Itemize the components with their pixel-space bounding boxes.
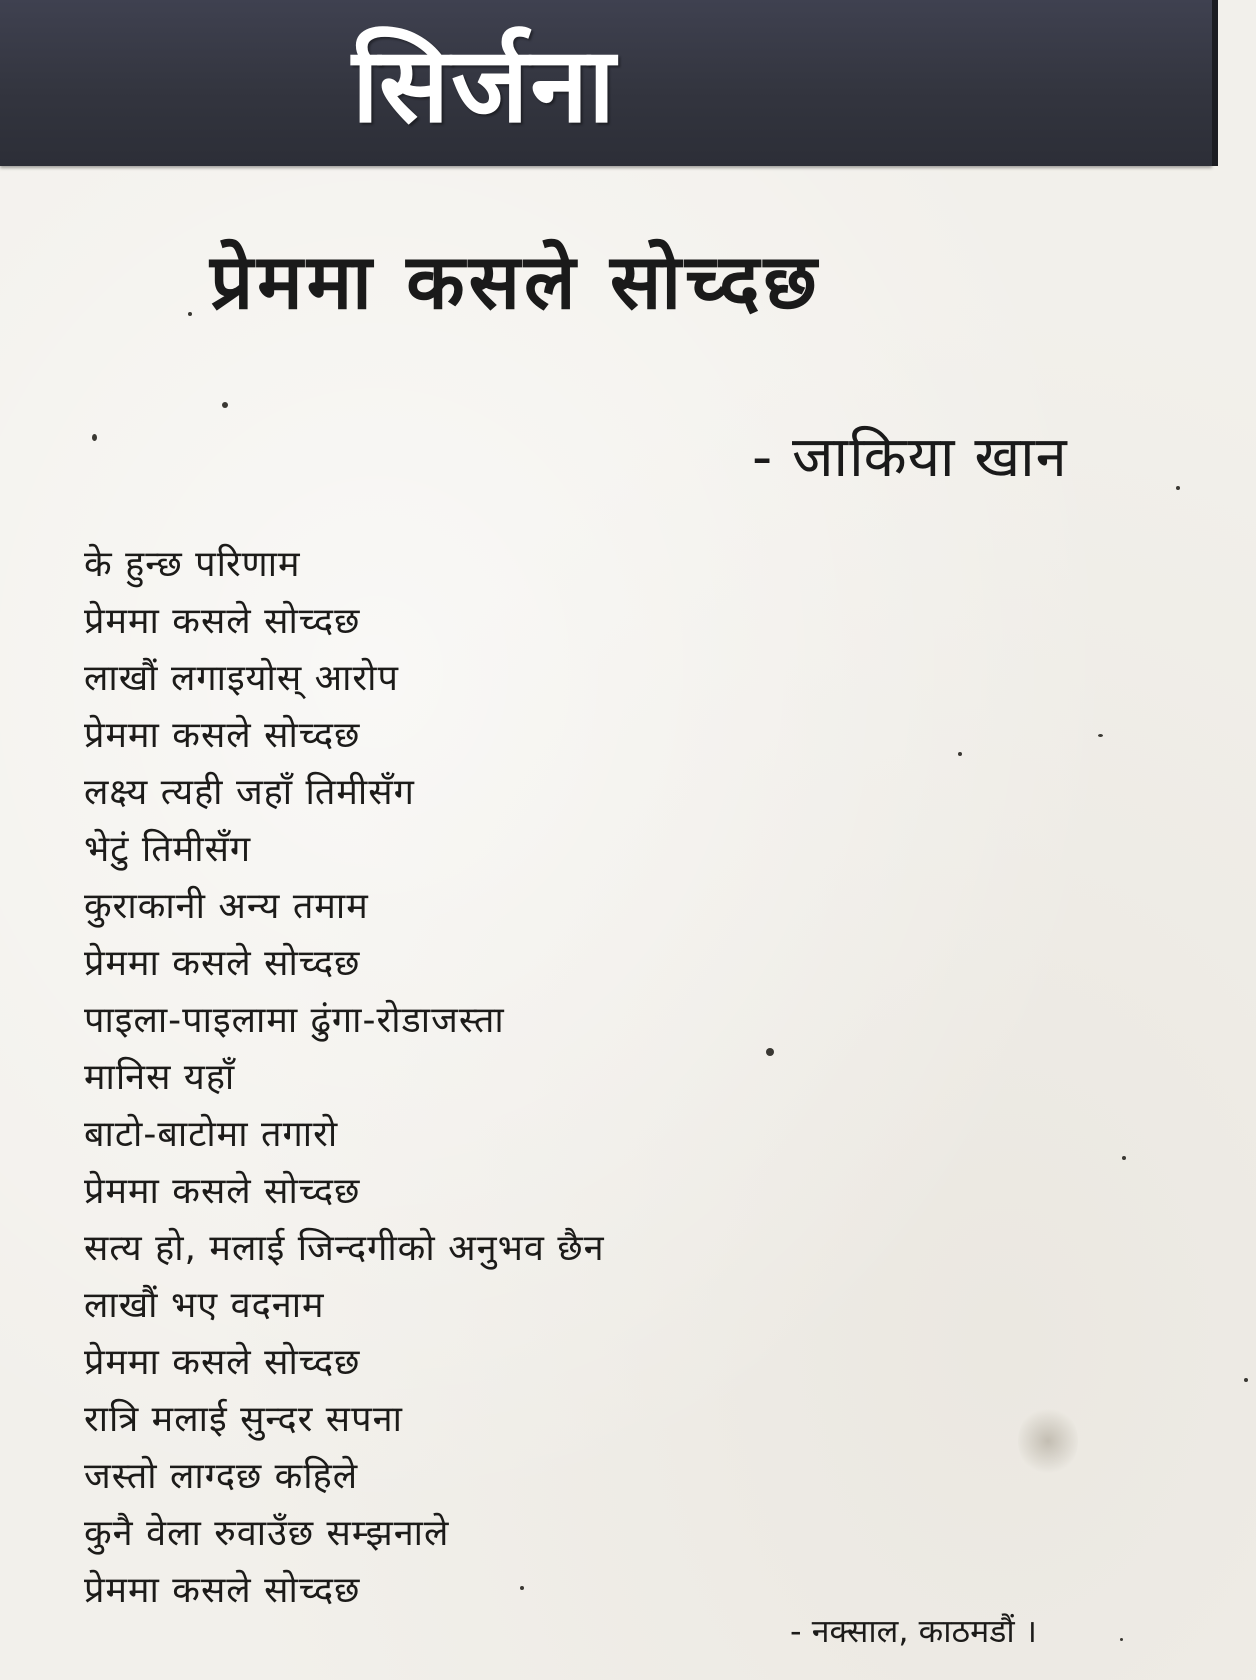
poem-line: सत्य हो, मलाई जिन्दगीको अनुभव छैन (84, 1228, 605, 1269)
poem-author: - जाकिया खान (752, 425, 1068, 490)
poem-line: लाखौं भए वदनाम (84, 1285, 325, 1326)
section-title: सिर्जना (352, 23, 618, 146)
paper-speck (1122, 1156, 1126, 1160)
poem-body (84, 536, 784, 1619)
poem-line: रात्रि मलाई सुन्दर सपना (84, 1399, 403, 1440)
poem-line: प्रेममा कसले सोच्दछ (84, 943, 361, 984)
poem-line: प्रेममा कसले सोच्दछ (84, 601, 361, 642)
paper-speck (1176, 486, 1180, 490)
poem-line: जस्तो लाग्दछ कहिले (84, 1456, 359, 1497)
paper-speck (1244, 1378, 1248, 1382)
poem-line: मानिस यहाँ (84, 1057, 236, 1098)
poem-place: - नक्साल, काठमडौं । (790, 1612, 1037, 1650)
paper-speck (1098, 734, 1103, 737)
poem-line: के हुन्छ परिणाम (84, 544, 301, 585)
poem-line: प्रेममा कसले सोच्दछ (84, 1171, 361, 1212)
poem-line: बाटो-बाटोमा तगारो (84, 1114, 339, 1155)
poem-line: प्रेममा कसले सोच्दछ (84, 1342, 361, 1383)
paper-speck (92, 434, 97, 441)
paper-stain (1018, 1406, 1078, 1476)
paper-speck (188, 312, 192, 316)
paper-speck (958, 752, 962, 756)
poem-line: पाइला-पाइलामा ढुंगा-रोडाजस्ता (84, 1000, 505, 1041)
poem-line: कुराकानी अन्य तमाम (84, 886, 369, 927)
section-banner (0, 0, 1212, 166)
poem-title: प्रेममा कसले सोच्दछ (210, 237, 821, 326)
paper-speck (766, 1048, 774, 1056)
poem-line: प्रेममा कसले सोच्दछ (84, 715, 361, 756)
poem-line: लाखौं लगाइयोस् आरोप (84, 658, 399, 699)
paper-speck (520, 1586, 524, 1590)
poem-line: प्रेममा कसले सोच्दछ (84, 1570, 361, 1611)
poem-line: कुनै वेला रुवाउँछ सम्झनाले (84, 1513, 450, 1554)
poem-line: लक्ष्य त्यही जहाँ तिमीसँग (84, 772, 415, 813)
paper-speck (1120, 1638, 1123, 1641)
banner-edge (1212, 0, 1218, 166)
poem-line: भेटुं तिमीसँग (84, 829, 252, 870)
paper-speck (222, 402, 228, 408)
